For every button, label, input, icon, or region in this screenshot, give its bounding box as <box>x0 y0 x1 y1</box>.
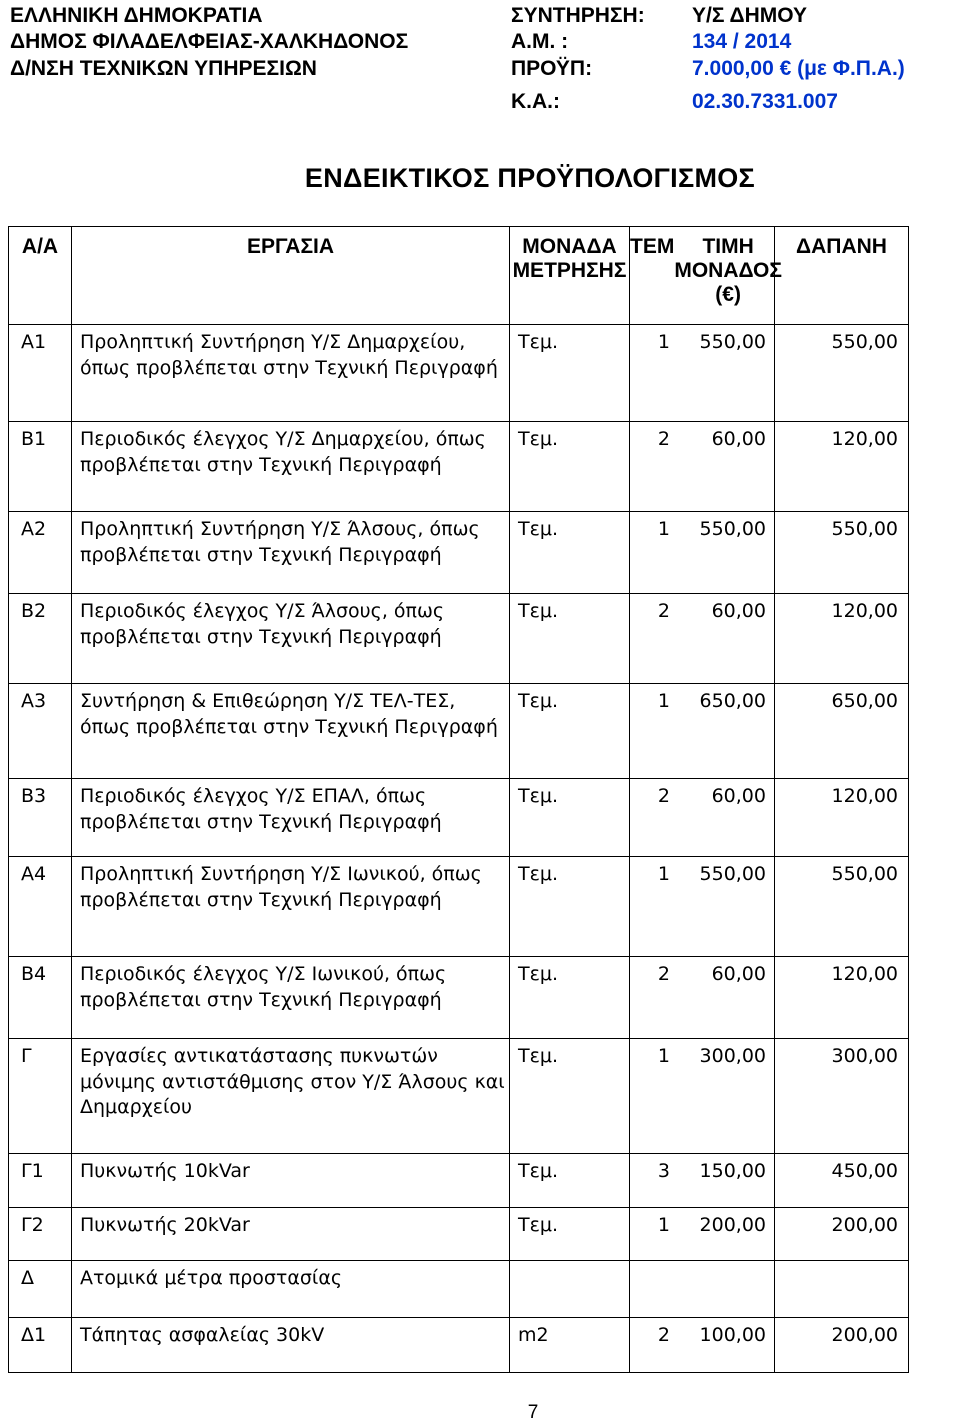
row-cost: 450,00 <box>775 1154 909 1208</box>
row-qty-price <box>630 325 775 422</box>
row-unit: m2 <box>510 1318 630 1373</box>
header-unit: ΜΟΝΑΔΑ ΜΕΤΡΗΣΗΣ <box>510 227 630 325</box>
row-cost: 120,00 <box>775 594 909 684</box>
row-qty: 2 <box>657 600 670 622</box>
table-row <box>9 594 909 684</box>
am-label: Α.Μ. : <box>511 30 569 53</box>
row-price: 550,00 <box>699 863 766 885</box>
row-aa: Α3 <box>9 684 72 779</box>
table-row <box>9 779 909 857</box>
table-row <box>9 325 909 422</box>
table-row <box>9 422 909 512</box>
row-price: 60,00 <box>711 785 766 807</box>
row-price: 550,00 <box>699 518 766 540</box>
row-qty-price <box>630 512 775 594</box>
row-description: Τάπητας ασφαλείας 30kV <box>72 1318 510 1373</box>
maintenance-label: ΣΥΝΤΗΡΗΣΗ: <box>511 4 645 27</box>
row-aa: Α2 <box>9 512 72 594</box>
row-cost: 300,00 <box>775 1039 909 1154</box>
document-header <box>0 0 960 120</box>
row-qty: 1 <box>657 331 670 353</box>
row-description: Προληπτική Συντήρηση Υ/Σ Άλσους, όπως προβλέπεται στην Τεχνική Περιγραφή <box>72 512 510 594</box>
row-description: Προληπτική Συντήρηση Υ/Σ Ιωνικού, όπως προβλέπεται στην Τεχνική Περιγραφή <box>72 857 510 957</box>
row-unit: Τεμ. <box>510 957 630 1039</box>
row-cost: 120,00 <box>775 779 909 857</box>
row-qty: 2 <box>657 785 670 807</box>
row-unit: Τεμ. <box>510 857 630 957</box>
budget-label: ΠΡΟΫΠ: <box>511 57 593 80</box>
row-unit: Τεμ. <box>510 325 630 422</box>
table-row <box>9 1318 909 1373</box>
row-unit: Τεμ. <box>510 512 630 594</box>
row-qty: 1 <box>657 863 670 885</box>
row-qty: 1 <box>657 1214 670 1236</box>
org-line-2: ΔΗΜΟΣ ΦΙΛΑΔΕΛΦΕΙΑΣ-ΧΑΛΚΗΔΟΝΟΣ <box>10 30 409 53</box>
budget-value: 7.000,00 € (με Φ.Π.Α.) <box>692 57 905 80</box>
row-unit: Τεμ. <box>510 1039 630 1154</box>
row-qty-price <box>630 422 775 512</box>
header-unit-price: ΤΙΜΗ ΜΟΝΑΔΟΣ (€) <box>674 235 782 306</box>
row-qty-price <box>630 1039 775 1154</box>
table-header-row <box>9 227 909 325</box>
row-aa: Β2 <box>9 594 72 684</box>
row-cost: 550,00 <box>775 512 909 594</box>
table-row <box>9 1039 909 1154</box>
table-row <box>9 857 909 957</box>
row-qty-price <box>630 1154 775 1208</box>
table-row <box>9 957 909 1039</box>
row-price: 60,00 <box>711 428 766 450</box>
header-work: ΕΡΓΑΣΙΑ <box>72 227 510 325</box>
row-aa: Δ1 <box>9 1318 72 1373</box>
row-qty-price <box>630 1208 775 1261</box>
ka-label: Κ.Α.: <box>511 90 560 113</box>
row-qty: 1 <box>657 1045 670 1067</box>
row-cost <box>775 1261 909 1318</box>
row-cost: 200,00 <box>775 1318 909 1373</box>
row-aa: Β1 <box>9 422 72 512</box>
row-description: Περιοδικός έλεγχος Υ/Σ Ιωνικού, όπως προβλέπεται στην Τεχνική Περιγραφή <box>72 957 510 1039</box>
row-unit: Τεμ. <box>510 1154 630 1208</box>
row-cost: 120,00 <box>775 422 909 512</box>
document-title: ΕΝΔΕΙΚΤΙΚΟΣ ΠΡΟΫΠΟΛΟΓΙΣΜΟΣ <box>304 163 756 193</box>
row-aa: Α4 <box>9 857 72 957</box>
row-cost: 550,00 <box>775 325 909 422</box>
row-cost: 200,00 <box>775 1208 909 1261</box>
row-description: Πυκνωτής 20kVar <box>72 1208 510 1261</box>
table-row <box>9 1208 909 1261</box>
row-description: Πυκνωτής 10kVar <box>72 1154 510 1208</box>
row-price: 300,00 <box>699 1045 766 1067</box>
row-unit: Τεμ. <box>510 594 630 684</box>
row-description: Περιοδικός έλεγχος Υ/Σ ΕΠΑΛ, όπως προβλέπεται στην Τεχνική Περιγραφή <box>72 779 510 857</box>
row-qty-price <box>630 957 775 1039</box>
row-qty: 2 <box>657 428 670 450</box>
header-aa: Α/Α <box>9 227 72 325</box>
row-qty-price <box>630 594 775 684</box>
row-aa: Β3 <box>9 779 72 857</box>
row-cost: 120,00 <box>775 957 909 1039</box>
row-qty-price <box>630 857 775 957</box>
row-qty-price <box>630 1261 775 1318</box>
row-unit: Τεμ. <box>510 422 630 512</box>
row-cost: 650,00 <box>775 684 909 779</box>
row-price: 60,00 <box>711 963 766 985</box>
row-qty: 3 <box>657 1160 670 1182</box>
row-price: 550,00 <box>699 331 766 353</box>
row-aa: Β4 <box>9 957 72 1039</box>
row-price: 200,00 <box>699 1214 766 1236</box>
header-cost: ΔΑΠΑΝΗ <box>775 227 909 325</box>
table-row <box>9 512 909 594</box>
table-row <box>9 1154 909 1208</box>
row-cost: 550,00 <box>775 857 909 957</box>
row-qty-price <box>630 779 775 857</box>
row-unit: Τεμ. <box>510 779 630 857</box>
row-description: Συντήρηση & Επιθεώρηση Υ/Σ ΤΕΛ-ΤΕΣ, όπως προβλέπεται στην Τεχνική Περιγραφή <box>72 684 510 779</box>
maintenance-value: Υ/Σ ΔΗΜΟΥ <box>692 4 808 27</box>
row-aa: Γ <box>9 1039 72 1154</box>
row-qty-price <box>630 684 775 779</box>
row-unit: Τεμ. <box>510 1208 630 1261</box>
row-description: Προληπτική Συντήρηση Υ/Σ Δημαρχείου, όπως προβλέπεται στην Τεχνική Περιγραφή <box>72 325 510 422</box>
row-unit: Τεμ. <box>510 684 630 779</box>
row-qty-price <box>630 1318 775 1373</box>
row-price: 60,00 <box>711 600 766 622</box>
table-row <box>9 684 909 779</box>
row-description: Περιοδικός έλεγχος Υ/Σ Δημαρχείου, όπως προβλέπεται στην Τεχνική Περιγραφή <box>72 422 510 512</box>
org-line-3: Δ/ΝΣΗ ΤΕΧΝΙΚΩΝ ΥΠΗΡΕΣΙΩΝ <box>10 57 317 80</box>
am-value: 134 / 2014 <box>692 30 792 53</box>
header-qty: ΤΕΜ <box>630 235 675 258</box>
row-aa: Γ2 <box>9 1208 72 1261</box>
page-number: 7 <box>527 1402 539 1423</box>
header-qty-and-price <box>630 227 782 325</box>
row-description: Περιοδικός έλεγχος Υ/Σ Άλσους, όπως προβλέπεται στην Τεχνική Περιγραφή <box>72 594 510 684</box>
row-price: 650,00 <box>699 690 766 712</box>
budget-table <box>8 226 909 1373</box>
row-qty: 1 <box>657 690 670 712</box>
row-qty: 1 <box>657 518 670 540</box>
table-row <box>9 1261 909 1318</box>
row-qty: 2 <box>657 963 670 985</box>
row-qty: 2 <box>657 1324 670 1346</box>
row-description: Ατομικά μέτρα προστασίας <box>72 1261 510 1318</box>
row-aa: Γ1 <box>9 1154 72 1208</box>
row-description: Εργασίες αντικατάστασης πυκνωτών μόνιμης αντιστάθμισης στον Υ/Σ Άλσους και Δημαρχείου <box>72 1039 510 1154</box>
ka-value: 02.30.7331.007 <box>692 90 838 113</box>
row-aa: Δ <box>9 1261 72 1318</box>
row-price: 100,00 <box>699 1324 766 1346</box>
row-aa: Α1 <box>9 325 72 422</box>
row-unit <box>510 1261 630 1318</box>
org-line-1: ΕΛΛΗΝΙΚΗ ΔΗΜΟΚΡΑΤΙΑ <box>10 4 263 27</box>
row-price: 150,00 <box>699 1160 766 1182</box>
